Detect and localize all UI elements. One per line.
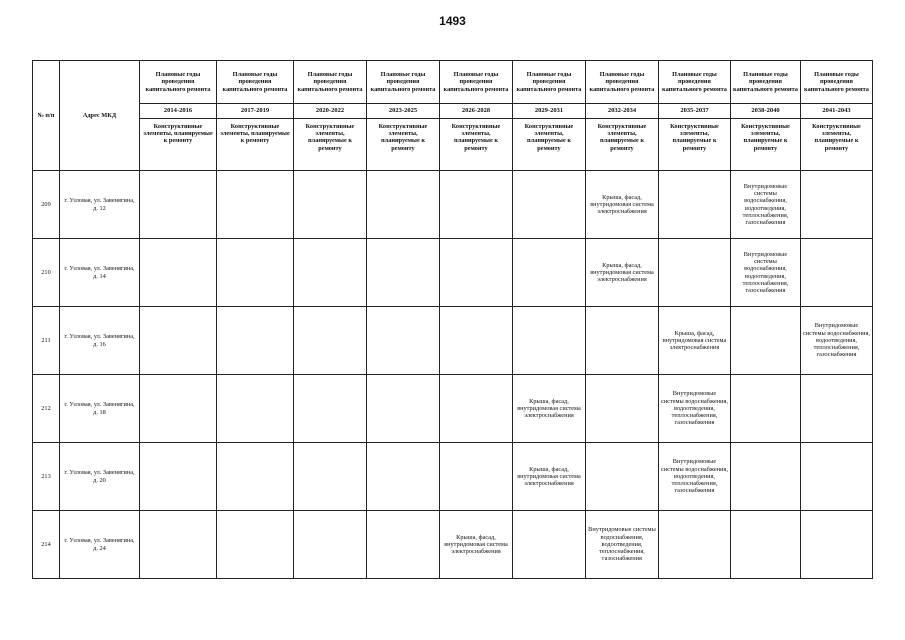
page-number: 1493: [439, 14, 466, 28]
table-cell: [367, 375, 440, 443]
table-cell: [586, 375, 659, 443]
row-number: 212: [33, 375, 60, 443]
table-row: [33, 443, 873, 511]
period-subheader: Конструктивные элементы, планируемые к ремонту: [440, 119, 513, 171]
period-subheader: Конструктивные элементы, планируемые к ремонту: [731, 119, 801, 171]
period-subheader: Конструктивные элементы, планируемые к ремонту: [140, 119, 217, 171]
period-years: 2017-2019: [217, 104, 294, 119]
table-cell: [294, 511, 367, 579]
table-cell: [294, 443, 367, 511]
table-cell: [731, 511, 801, 579]
table-cell: [440, 239, 513, 307]
period-title: Плановые годы проведения капитального ремонта: [217, 61, 294, 104]
period-subheader: Конструктивные элементы, планируемые к ремонту: [801, 119, 873, 171]
table-row: [33, 307, 873, 375]
period-subheader: Конструктивные элементы, планируемые к ремонту: [659, 119, 731, 171]
table-cell: [217, 307, 294, 375]
table-cell: [440, 375, 513, 443]
period-years: 2020-2022: [294, 104, 367, 119]
table-cell: [217, 443, 294, 511]
table-cell: Внутридомовые системы водоснабжения, водоотведения, теплоснабжения, газоснабжения: [659, 375, 731, 443]
table-cell: [801, 443, 873, 511]
period-title: Плановые годы проведения капитального ремонта: [440, 61, 513, 104]
table-cell: [731, 443, 801, 511]
row-address: г. Узловая, ул. Завенягина, д. 20: [60, 443, 140, 511]
table-body: [33, 171, 873, 579]
table-cell: [801, 511, 873, 579]
table-cell: [367, 171, 440, 239]
table-cell: [140, 443, 217, 511]
row-address: г. Узловая, ул. Завенягина, д. 24: [60, 511, 140, 579]
table-cell: [513, 171, 586, 239]
table-cell: Крыша, фасад, внутридомовая система электроснабжения: [586, 171, 659, 239]
period-subheader: Конструктивные элементы, планируемые к ремонту: [217, 119, 294, 171]
period-years: 2029-2031: [513, 104, 586, 119]
period-subheader: Конструктивные элементы, планируемые к ремонту: [586, 119, 659, 171]
table-cell: [659, 511, 731, 579]
table-cell: Крыша, фасад, внутридомовая система электроснабжения: [659, 307, 731, 375]
table-cell: Внутридомовые системы водоснабжения, водоотведения, теплоснабжения, газоснабжения: [586, 511, 659, 579]
table-cell: Внутридомовые системы водоснабжения, водоотведения, теплоснабжения, газоснабжения: [731, 239, 801, 307]
table-cell: [294, 307, 367, 375]
table-cell: [367, 307, 440, 375]
row-address: г. Узловая, ул. Завенягина, д. 16: [60, 307, 140, 375]
row-address: г. Узловая, ул. Завенягина, д. 14: [60, 239, 140, 307]
table-cell: [801, 171, 873, 239]
period-years: 2041-2043: [801, 104, 873, 119]
row-address: г. Узловая, ул. Завенягина, д. 12: [60, 171, 140, 239]
period-title: Плановые годы проведения капитального ремонта: [659, 61, 731, 104]
period-years: 2026-2028: [440, 104, 513, 119]
period-title: Плановые годы проведения капитального ремонта: [586, 61, 659, 104]
table-cell: [294, 171, 367, 239]
table-cell: Внутридомовые системы водоснабжения, водоотведения, теплоснабжения, газоснабжения: [801, 307, 873, 375]
table-cell: [217, 239, 294, 307]
table-cell: [513, 239, 586, 307]
table-cell: [367, 239, 440, 307]
table-cell: [217, 511, 294, 579]
period-subheader: Конструктивные элементы, планируемые к ремонту: [513, 119, 586, 171]
table-cell: [513, 511, 586, 579]
table-row: [33, 511, 873, 579]
period-years: 2014-2016: [140, 104, 217, 119]
table-cell: [140, 171, 217, 239]
table-cell: [367, 443, 440, 511]
period-subheader: Конструктивные элементы, планируемые к ремонту: [294, 119, 367, 171]
table-cell: [586, 443, 659, 511]
table-row: [33, 375, 873, 443]
number-column-header: № п/п: [33, 61, 60, 171]
period-years: 2035-2037: [659, 104, 731, 119]
period-subheader: Конструктивные элементы, планируемые к ремонту: [367, 119, 440, 171]
table-cell: [659, 171, 731, 239]
address-column-header: Адрес МКД: [60, 61, 140, 171]
table-cell: [140, 239, 217, 307]
table-cell: [140, 375, 217, 443]
table-cell: Внутридомовые системы водоснабжения, водоотведения, теплоснабжения, газоснабжения: [731, 171, 801, 239]
table-cell: [217, 375, 294, 443]
table-cell: [294, 375, 367, 443]
table-cell: [659, 239, 731, 307]
table-cell: [731, 375, 801, 443]
table-cell: [731, 307, 801, 375]
row-number: 209: [33, 171, 60, 239]
row-number: 213: [33, 443, 60, 511]
period-title: Плановые годы проведения капитального ремонта: [140, 61, 217, 104]
period-title: Плановые годы проведения капитального ремонта: [731, 61, 801, 104]
table-cell: [801, 375, 873, 443]
table-row: [33, 171, 873, 239]
table-cell: Крыша, фасад, внутридомовая система электроснабжения: [440, 511, 513, 579]
table-cell: [513, 307, 586, 375]
repair-plan-table: [32, 60, 873, 579]
period-years: 2023-2025: [367, 104, 440, 119]
table-row: [33, 239, 873, 307]
period-years: 2032-2034: [586, 104, 659, 119]
table-cell: Внутридомовые системы водоснабжения, водоотведения, теплоснабжения, газоснабжения: [659, 443, 731, 511]
table-cell: [367, 511, 440, 579]
table-cell: [440, 171, 513, 239]
table-cell: [294, 239, 367, 307]
row-number: 210: [33, 239, 60, 307]
period-title: Плановые годы проведения капитального ремонта: [801, 61, 873, 104]
table-header: [33, 61, 873, 171]
period-title: Плановые годы проведения капитального ремонта: [294, 61, 367, 104]
row-address: г. Узловая, ул. Завенягина, д. 18: [60, 375, 140, 443]
period-title: Плановые годы проведения капитального ремонта: [367, 61, 440, 104]
table-cell: [586, 307, 659, 375]
row-number: 211: [33, 307, 60, 375]
table-cell: [440, 443, 513, 511]
period-title: Плановые годы проведения капитального ремонта: [513, 61, 586, 104]
row-number: 214: [33, 511, 60, 579]
period-years: 2038-2040: [731, 104, 801, 119]
table-cell: [440, 307, 513, 375]
table-cell: [801, 239, 873, 307]
table-cell: Крыша, фасад, внутридомовая система электроснабжения: [513, 443, 586, 511]
table-cell: [140, 511, 217, 579]
table-cell: Крыша, фасад, внутридомовая система электроснабжения: [513, 375, 586, 443]
table-cell: [140, 307, 217, 375]
table-cell: [217, 171, 294, 239]
table-cell: Крыша, фасад, внутридомовая система электроснабжения: [586, 239, 659, 307]
